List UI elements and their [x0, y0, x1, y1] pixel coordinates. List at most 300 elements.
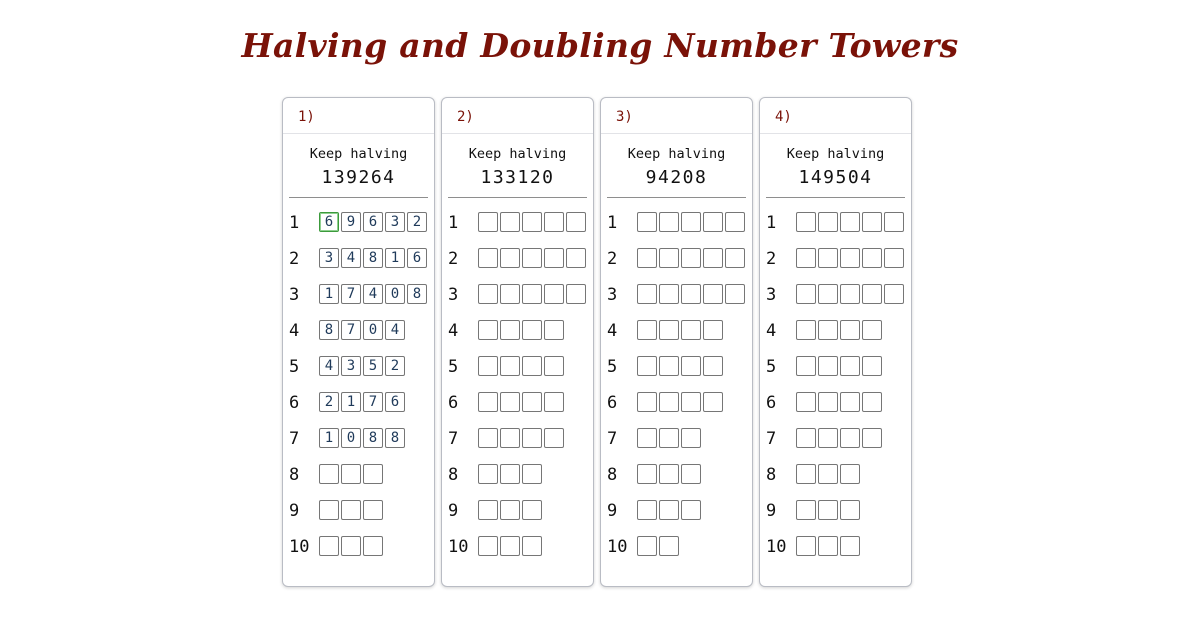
- digit-box[interactable]: [840, 428, 860, 448]
- tower-row: [601, 464, 752, 500]
- digit-box[interactable]: 4: [341, 248, 361, 268]
- row-number: 9: [289, 501, 300, 521]
- digit-boxes: [637, 212, 745, 232]
- row-number: 1: [766, 213, 777, 233]
- digit-box[interactable]: [659, 284, 679, 304]
- digit-box[interactable]: [637, 356, 657, 376]
- digit-box[interactable]: [796, 284, 816, 304]
- digit-box[interactable]: 6: [363, 212, 383, 232]
- digit-box[interactable]: [659, 320, 679, 340]
- digit-box[interactable]: [522, 464, 542, 484]
- digit-boxes: [637, 464, 701, 484]
- digit-box[interactable]: [500, 428, 520, 448]
- tower-row: [283, 356, 434, 392]
- digit-box[interactable]: 3: [341, 356, 361, 376]
- digit-box[interactable]: [500, 248, 520, 268]
- digit-box[interactable]: [659, 464, 679, 484]
- digit-box[interactable]: [522, 248, 542, 268]
- digit-box[interactable]: [544, 212, 564, 232]
- towers-container: [282, 97, 912, 587]
- digit-box[interactable]: [319, 500, 339, 520]
- row-number: 3: [607, 285, 618, 305]
- tower-number: 4): [760, 98, 911, 134]
- digit-box[interactable]: 2: [319, 392, 339, 412]
- row-number: 6: [448, 393, 459, 413]
- digit-boxes: [319, 356, 405, 376]
- divider: [448, 197, 587, 198]
- digit-box[interactable]: [703, 212, 723, 232]
- tower-row: [442, 248, 593, 284]
- row-number: 8: [766, 465, 777, 485]
- tower-row: [442, 212, 593, 248]
- digit-box[interactable]: [319, 464, 339, 484]
- digit-boxes: [478, 500, 542, 520]
- digit-boxes: [637, 248, 745, 268]
- tower-row: [601, 248, 752, 284]
- tower-card-1: [282, 97, 435, 587]
- digit-box[interactable]: [478, 248, 498, 268]
- digit-box[interactable]: [840, 320, 860, 340]
- tower-row: [442, 500, 593, 536]
- digit-boxes: [478, 212, 586, 232]
- row-number: 8: [448, 465, 459, 485]
- digit-box[interactable]: [637, 248, 657, 268]
- row-number: 4: [607, 321, 618, 341]
- digit-box[interactable]: [544, 356, 564, 376]
- digit-box[interactable]: [796, 536, 816, 556]
- digit-box[interactable]: 1: [341, 392, 361, 412]
- digit-box[interactable]: [840, 356, 860, 376]
- digit-box[interactable]: [818, 536, 838, 556]
- digit-box[interactable]: [818, 392, 838, 412]
- digit-box[interactable]: [637, 212, 657, 232]
- row-number: 2: [766, 249, 777, 269]
- digit-box[interactable]: [637, 284, 657, 304]
- digit-box[interactable]: [500, 356, 520, 376]
- digit-box[interactable]: 7: [341, 320, 361, 340]
- digit-box[interactable]: [544, 284, 564, 304]
- digit-boxes: [319, 320, 405, 340]
- digit-box[interactable]: [796, 500, 816, 520]
- digit-box[interactable]: [637, 536, 657, 556]
- digit-box[interactable]: [659, 536, 679, 556]
- digit-box[interactable]: [681, 356, 701, 376]
- tower-rows: [283, 212, 434, 572]
- tower-number: 1): [283, 98, 434, 134]
- digit-box[interactable]: 3: [319, 248, 339, 268]
- digit-box[interactable]: [363, 500, 383, 520]
- tower-row: [760, 536, 911, 572]
- digit-box[interactable]: [818, 212, 838, 232]
- tower-row: [283, 500, 434, 536]
- digit-box[interactable]: 8: [363, 248, 383, 268]
- digit-box[interactable]: [659, 500, 679, 520]
- digit-box[interactable]: 1: [319, 428, 339, 448]
- digit-box[interactable]: [544, 248, 564, 268]
- digit-box[interactable]: [500, 212, 520, 232]
- digit-boxes: [319, 500, 383, 520]
- digit-box[interactable]: [500, 320, 520, 340]
- digit-box[interactable]: [544, 320, 564, 340]
- tower-row: [760, 428, 911, 464]
- digit-box[interactable]: [522, 536, 542, 556]
- row-number: 4: [289, 321, 300, 341]
- tower-row: [601, 536, 752, 572]
- row-number: 5: [607, 357, 618, 377]
- tower-row: [283, 392, 434, 428]
- digit-box[interactable]: [478, 356, 498, 376]
- digit-box[interactable]: [363, 536, 383, 556]
- digit-box[interactable]: [659, 248, 679, 268]
- row-number: 5: [289, 357, 300, 377]
- digit-box[interactable]: 3: [385, 212, 405, 232]
- tower-rows: [601, 212, 752, 572]
- digit-box[interactable]: 6: [407, 248, 427, 268]
- digit-boxes: [637, 392, 723, 412]
- digit-box[interactable]: [703, 356, 723, 376]
- tower-row: [760, 248, 911, 284]
- digit-box[interactable]: [862, 212, 882, 232]
- tower-card-4: [759, 97, 912, 587]
- digit-boxes: [478, 428, 564, 448]
- digit-box[interactable]: [637, 464, 657, 484]
- digit-box[interactable]: [703, 320, 723, 340]
- digit-box[interactable]: [681, 464, 701, 484]
- tower-row: [760, 464, 911, 500]
- tower-row: [760, 212, 911, 248]
- digit-box[interactable]: [862, 320, 882, 340]
- digit-box[interactable]: [703, 284, 723, 304]
- row-number: 6: [289, 393, 300, 413]
- row-number: 7: [766, 429, 777, 449]
- digit-box[interactable]: [478, 428, 498, 448]
- row-number: 8: [289, 465, 300, 485]
- digit-box[interactable]: [796, 464, 816, 484]
- digit-box[interactable]: [478, 500, 498, 520]
- digit-box[interactable]: [341, 464, 361, 484]
- tower-start-number: 94208: [645, 167, 708, 188]
- digit-boxes: [319, 284, 427, 304]
- tower-row: [442, 320, 593, 356]
- digit-box[interactable]: [319, 536, 339, 556]
- digit-boxes: [637, 428, 701, 448]
- digit-boxes: [637, 284, 745, 304]
- tower-rows: [760, 212, 911, 572]
- tower-row: [283, 248, 434, 284]
- digit-boxes: [319, 464, 383, 484]
- tower-row: [760, 356, 911, 392]
- tower-row: [283, 536, 434, 572]
- row-number: 7: [448, 429, 459, 449]
- digit-boxes: [796, 284, 904, 304]
- digit-box[interactable]: [862, 356, 882, 376]
- digit-box[interactable]: [500, 500, 520, 520]
- digit-box[interactable]: [659, 392, 679, 412]
- tower-row: [442, 428, 593, 464]
- digit-box[interactable]: [818, 320, 838, 340]
- row-number: 1: [607, 213, 618, 233]
- digit-box[interactable]: [637, 428, 657, 448]
- digit-box[interactable]: [862, 428, 882, 448]
- digit-box[interactable]: [478, 464, 498, 484]
- digit-box[interactable]: [500, 536, 520, 556]
- digit-box[interactable]: [796, 212, 816, 232]
- row-number: 10: [766, 537, 787, 557]
- tower-row: [283, 320, 434, 356]
- digit-box[interactable]: [478, 392, 498, 412]
- digit-box[interactable]: [840, 536, 860, 556]
- tower-row: [760, 392, 911, 428]
- digit-box[interactable]: [703, 392, 723, 412]
- tower-start-number: 139264: [321, 167, 396, 188]
- digit-box[interactable]: [681, 392, 701, 412]
- digit-box[interactable]: [659, 356, 679, 376]
- digit-box[interactable]: 6: [385, 392, 405, 412]
- tower-row: [601, 212, 752, 248]
- tower-row: [442, 464, 593, 500]
- divider: [607, 197, 746, 198]
- digit-box[interactable]: [522, 392, 542, 412]
- digit-box[interactable]: [500, 392, 520, 412]
- row-number: 9: [607, 501, 618, 521]
- digit-box[interactable]: 1: [319, 284, 339, 304]
- digit-box[interactable]: [818, 284, 838, 304]
- page-title: Halving and Doubling Number Towers: [241, 26, 959, 65]
- digit-box[interactable]: [818, 356, 838, 376]
- tower-row: [283, 284, 434, 320]
- digit-box[interactable]: [796, 392, 816, 412]
- digit-box[interactable]: [862, 248, 882, 268]
- digit-box[interactable]: [659, 428, 679, 448]
- digit-box[interactable]: [818, 428, 838, 448]
- digit-boxes: [796, 428, 882, 448]
- digit-box[interactable]: [840, 248, 860, 268]
- tower-row: [283, 428, 434, 464]
- digit-box[interactable]: [725, 284, 745, 304]
- digit-box[interactable]: [478, 284, 498, 304]
- digit-box[interactable]: [681, 248, 701, 268]
- digit-box[interactable]: [522, 320, 542, 340]
- tower-row: [601, 356, 752, 392]
- digit-boxes: [478, 392, 564, 412]
- tower-row: [442, 356, 593, 392]
- digit-boxes: [796, 320, 882, 340]
- tower-rows: [442, 212, 593, 572]
- tower-row: [283, 464, 434, 500]
- digit-box[interactable]: [862, 392, 882, 412]
- digit-box[interactable]: [566, 284, 586, 304]
- tower-row: [601, 320, 752, 356]
- row-number: 4: [448, 321, 459, 341]
- row-number: 2: [607, 249, 618, 269]
- digit-box[interactable]: 8: [319, 320, 339, 340]
- digit-box[interactable]: 4: [319, 356, 339, 376]
- row-number: 2: [289, 249, 300, 269]
- digit-boxes: [319, 248, 427, 268]
- digit-box[interactable]: [544, 392, 564, 412]
- digit-box[interactable]: 4: [385, 320, 405, 340]
- digit-boxes: [796, 392, 882, 412]
- tower-instruction: Keep halving: [786, 146, 885, 162]
- row-number: 6: [607, 393, 618, 413]
- digit-box[interactable]: [818, 248, 838, 268]
- digit-boxes: [796, 536, 860, 556]
- tower-row: [601, 500, 752, 536]
- digit-box[interactable]: [796, 356, 816, 376]
- digit-box[interactable]: 2: [407, 212, 427, 232]
- digit-boxes: [478, 320, 564, 340]
- tower-instruction: Keep halving: [627, 146, 726, 162]
- digit-boxes: [478, 356, 564, 376]
- digit-box[interactable]: [500, 464, 520, 484]
- row-number: 3: [448, 285, 459, 305]
- digit-box[interactable]: [637, 392, 657, 412]
- digit-box[interactable]: 9: [341, 212, 361, 232]
- digit-box[interactable]: [566, 248, 586, 268]
- digit-box[interactable]: [796, 320, 816, 340]
- digit-box[interactable]: [681, 320, 701, 340]
- digit-box[interactable]: [544, 428, 564, 448]
- tower-start-number: 133120: [480, 167, 555, 188]
- digit-boxes: [319, 212, 427, 232]
- digit-box[interactable]: [341, 536, 361, 556]
- row-number: 5: [448, 357, 459, 377]
- digit-box[interactable]: [637, 320, 657, 340]
- tower-number: 3): [601, 98, 752, 134]
- digit-box[interactable]: 4: [363, 284, 383, 304]
- digit-boxes: [319, 428, 405, 448]
- row-number: 6: [766, 393, 777, 413]
- digit-box[interactable]: [862, 284, 882, 304]
- row-number: 10: [448, 537, 469, 557]
- digit-box[interactable]: [818, 464, 838, 484]
- digit-boxes: [478, 464, 542, 484]
- digit-box[interactable]: [840, 464, 860, 484]
- divider: [766, 197, 905, 198]
- row-number: 1: [448, 213, 459, 233]
- tower-row: [760, 320, 911, 356]
- row-number: 10: [289, 537, 310, 557]
- digit-box[interactable]: 8: [385, 428, 405, 448]
- digit-box[interactable]: [840, 392, 860, 412]
- tower-start-number: 149504: [798, 167, 873, 188]
- digit-box[interactable]: [884, 212, 904, 232]
- digit-boxes: [637, 320, 723, 340]
- digit-boxes: [478, 284, 586, 304]
- digit-boxes: [796, 212, 904, 232]
- row-number: 8: [607, 465, 618, 485]
- digit-box[interactable]: 7: [363, 392, 383, 412]
- digit-box[interactable]: 2: [385, 356, 405, 376]
- digit-box[interactable]: 5: [363, 356, 383, 376]
- tower-instruction: Keep halving: [468, 146, 567, 162]
- digit-box[interactable]: [681, 212, 701, 232]
- digit-box[interactable]: [681, 500, 701, 520]
- digit-box[interactable]: [796, 248, 816, 268]
- tower-row: [442, 392, 593, 428]
- digit-boxes: [796, 500, 860, 520]
- tower-instruction: Keep halving: [309, 146, 408, 162]
- digit-box[interactable]: [522, 428, 542, 448]
- digit-box[interactable]: [500, 284, 520, 304]
- digit-box[interactable]: 8: [407, 284, 427, 304]
- digit-box[interactable]: [478, 536, 498, 556]
- row-number: 3: [766, 285, 777, 305]
- digit-box[interactable]: [796, 428, 816, 448]
- row-number: 7: [289, 429, 300, 449]
- digit-box[interactable]: 0: [363, 320, 383, 340]
- digit-boxes: [319, 536, 383, 556]
- digit-box[interactable]: [840, 212, 860, 232]
- row-number: 3: [289, 285, 300, 305]
- digit-box[interactable]: [725, 212, 745, 232]
- divider: [289, 197, 428, 198]
- digit-boxes: [637, 500, 701, 520]
- digit-box[interactable]: [522, 356, 542, 376]
- digit-box[interactable]: 8: [363, 428, 383, 448]
- digit-boxes: [478, 536, 542, 556]
- digit-box[interactable]: [522, 284, 542, 304]
- tower-card-2: [441, 97, 594, 587]
- digit-box[interactable]: [478, 320, 498, 340]
- digit-box[interactable]: [818, 500, 838, 520]
- digit-box[interactable]: [884, 284, 904, 304]
- digit-boxes: [637, 356, 723, 376]
- digit-box[interactable]: [681, 428, 701, 448]
- digit-box[interactable]: [363, 464, 383, 484]
- tower-row: [760, 500, 911, 536]
- tower-row: [601, 428, 752, 464]
- tower-row: [283, 212, 434, 248]
- row-number: 5: [766, 357, 777, 377]
- digit-boxes: [796, 464, 860, 484]
- digit-box[interactable]: [566, 212, 586, 232]
- row-number: 9: [448, 501, 459, 521]
- tower-row: [442, 536, 593, 572]
- row-number: 9: [766, 501, 777, 521]
- tower-row: [601, 392, 752, 428]
- digit-box[interactable]: [703, 248, 723, 268]
- digit-box[interactable]: [659, 212, 679, 232]
- tower-row: [442, 284, 593, 320]
- row-number: 10: [607, 537, 628, 557]
- digit-box[interactable]: 7: [341, 284, 361, 304]
- row-number: 2: [448, 249, 459, 269]
- digit-boxes: [796, 248, 904, 268]
- row-number: 7: [607, 429, 618, 449]
- digit-boxes: [637, 536, 679, 556]
- digit-box[interactable]: 6: [319, 212, 339, 232]
- digit-box[interactable]: [522, 500, 542, 520]
- digit-boxes: [319, 392, 405, 412]
- digit-box[interactable]: 1: [385, 248, 405, 268]
- tower-number: 2): [442, 98, 593, 134]
- digit-box[interactable]: [478, 212, 498, 232]
- digit-box[interactable]: [341, 500, 361, 520]
- row-number: 1: [289, 213, 300, 233]
- digit-box[interactable]: [884, 248, 904, 268]
- digit-box[interactable]: [637, 500, 657, 520]
- digit-box[interactable]: [522, 212, 542, 232]
- digit-box[interactable]: 0: [341, 428, 361, 448]
- digit-box[interactable]: [725, 248, 745, 268]
- digit-boxes: [478, 248, 586, 268]
- digit-box[interactable]: 0: [385, 284, 405, 304]
- digit-box[interactable]: [840, 500, 860, 520]
- digit-box[interactable]: [681, 284, 701, 304]
- digit-box[interactable]: [840, 284, 860, 304]
- tower-row: [760, 284, 911, 320]
